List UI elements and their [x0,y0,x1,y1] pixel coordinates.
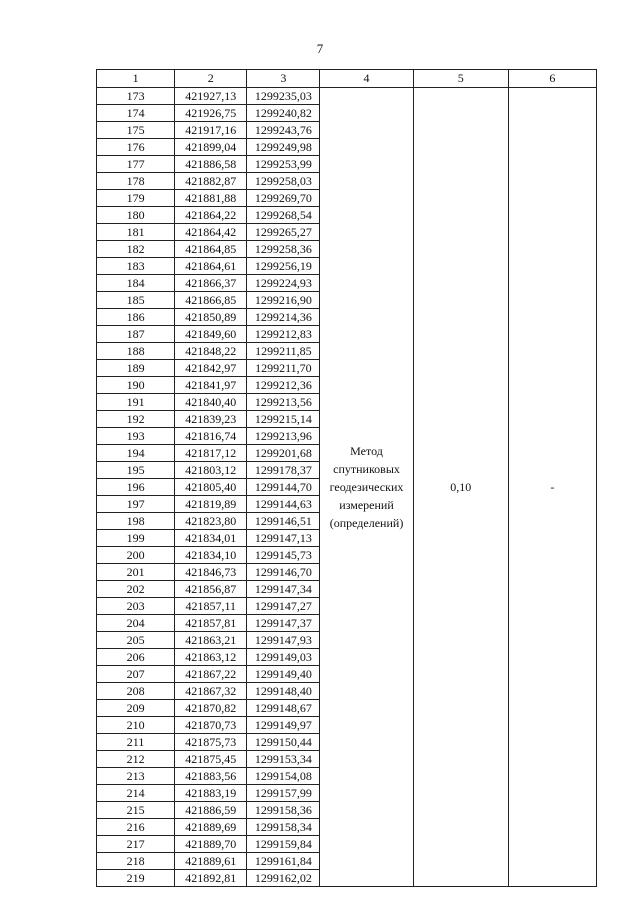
coord-x: 421889,69 [175,819,247,836]
coord-x: 421817,12 [175,445,247,462]
point-number: 204 [97,615,175,632]
coord-x: 421863,21 [175,632,247,649]
coord-x: 421805,40 [175,479,247,496]
point-number: 193 [97,428,175,445]
coord-x: 421849,60 [175,326,247,343]
coord-y: 1299211,70 [247,360,320,377]
coord-y: 1299258,36 [247,241,320,258]
coord-x: 421819,89 [175,496,247,513]
page-number: 7 [316,41,324,56]
point-number: 208 [97,683,175,700]
coord-x: 421864,61 [175,258,247,275]
point-number: 218 [97,853,175,870]
point-number: 186 [97,309,175,326]
coord-x: 421864,22 [175,207,247,224]
table-body [97,88,597,887]
coord-x: 421823,80 [175,513,247,530]
point-number: 191 [97,394,175,411]
coord-y: 1299146,70 [247,564,320,581]
point-number: 201 [97,564,175,581]
point-number: 212 [97,751,175,768]
point-number: 194 [97,445,175,462]
coord-x: 421881,88 [175,190,247,207]
point-number: 188 [97,343,175,360]
coord-x: 421889,61 [175,853,247,870]
coord-y: 1299148,40 [247,683,320,700]
header-col-3: 3 [247,70,320,88]
point-number: 185 [97,292,175,309]
point-number: 181 [97,224,175,241]
point-number: 206 [97,649,175,666]
coord-x: 421875,45 [175,751,247,768]
point-number: 198 [97,513,175,530]
coord-x: 421882,87 [175,173,247,190]
point-number: 199 [97,530,175,547]
coord-x: 421886,59 [175,802,247,819]
coord-y: 1299214,36 [247,309,320,326]
coord-y: 1299213,56 [247,394,320,411]
coord-y: 1299235,03 [247,88,320,105]
coord-y: 1299153,34 [247,751,320,768]
point-number: 187 [97,326,175,343]
coord-y: 1299256,19 [247,258,320,275]
point-number: 175 [97,122,175,139]
coord-y: 1299146,51 [247,513,320,530]
coord-x: 421864,85 [175,241,247,258]
point-number: 195 [97,462,175,479]
coord-y: 1299216,90 [247,292,320,309]
coord-x: 421926,75 [175,105,247,122]
point-number: 202 [97,581,175,598]
point-number: 213 [97,768,175,785]
coord-y: 1299147,37 [247,615,320,632]
coord-x: 421834,10 [175,547,247,564]
coord-y: 1299144,63 [247,496,320,513]
coord-y: 1299269,70 [247,190,320,207]
coord-x: 421866,37 [175,275,247,292]
coord-y: 1299243,76 [247,122,320,139]
coord-y: 1299161,84 [247,853,320,870]
coord-y: 1299157,99 [247,785,320,802]
point-number: 216 [97,819,175,836]
coord-x: 421870,82 [175,700,247,717]
coord-x: 421883,56 [175,768,247,785]
coord-y: 1299268,54 [247,207,320,224]
coord-x: 421840,40 [175,394,247,411]
point-number: 183 [97,258,175,275]
coord-y: 1299145,73 [247,547,320,564]
point-number: 180 [97,207,175,224]
coord-y: 1299213,96 [247,428,320,445]
point-number: 179 [97,190,175,207]
point-number: 189 [97,360,175,377]
coord-y: 1299249,98 [247,139,320,156]
point-number: 210 [97,717,175,734]
coord-x: 421927,13 [175,88,247,105]
coord-x: 421875,73 [175,734,247,751]
coord-x: 421856,87 [175,581,247,598]
header-col-4: 4 [320,70,413,88]
coord-y: 1299159,84 [247,836,320,853]
coord-x: 421863,12 [175,649,247,666]
header-col-5: 5 [413,70,508,88]
coord-y: 1299253,99 [247,156,320,173]
coord-x: 421867,22 [175,666,247,683]
coord-x: 421864,42 [175,224,247,241]
coord-y: 1299147,34 [247,581,320,598]
coord-y: 1299212,36 [247,377,320,394]
coord-x: 421917,16 [175,122,247,139]
coord-x: 421842,97 [175,360,247,377]
coord-x: 421889,70 [175,836,247,853]
point-number: 173 [97,88,175,105]
coord-y: 1299147,13 [247,530,320,547]
coord-x: 421850,89 [175,309,247,326]
coord-y: 1299147,93 [247,632,320,649]
point-number: 177 [97,156,175,173]
coord-x: 421848,22 [175,343,247,360]
coord-x: 421839,23 [175,411,247,428]
header-col-6: 6 [508,70,596,88]
point-number: 174 [97,105,175,122]
coord-x: 421899,04 [175,139,247,156]
point-number: 219 [97,870,175,887]
coord-x: 421841,97 [175,377,247,394]
coord-y: 1299154,08 [247,768,320,785]
coord-y: 1299211,85 [247,343,320,360]
point-number: 197 [97,496,175,513]
coord-x: 421857,11 [175,598,247,615]
point-number: 203 [97,598,175,615]
coord-x: 421866,85 [175,292,247,309]
coord-y: 1299158,36 [247,802,320,819]
coord-y: 1299258,03 [247,173,320,190]
point-number: 190 [97,377,175,394]
coord-x: 421803,12 [175,462,247,479]
coordinates-table [96,69,597,887]
point-number: 211 [97,734,175,751]
coord-y: 1299162,02 [247,870,320,887]
coord-y: 1299265,27 [247,224,320,241]
coord-x: 421834,01 [175,530,247,547]
header-col-1: 1 [97,70,175,88]
point-number: 214 [97,785,175,802]
coord-y: 1299149,03 [247,649,320,666]
coord-y: 1299224,93 [247,275,320,292]
point-number: 196 [97,479,175,496]
coord-y: 1299149,40 [247,666,320,683]
header-row [97,70,597,88]
point-number: 184 [97,275,175,292]
coord-y: 1299149,97 [247,717,320,734]
point-number: 207 [97,666,175,683]
coord-y: 1299212,83 [247,326,320,343]
accuracy-cell: 0,10 [413,88,508,887]
coord-x: 421867,32 [175,683,247,700]
table-row [97,88,597,105]
point-number: 209 [97,700,175,717]
point-number: 200 [97,547,175,564]
point-number: 182 [97,241,175,258]
point-number: 215 [97,802,175,819]
coord-x: 421857,81 [175,615,247,632]
coord-x: 421846,73 [175,564,247,581]
coord-y: 1299144,70 [247,479,320,496]
point-number: 178 [97,173,175,190]
point-number: 205 [97,632,175,649]
coord-x: 421886,58 [175,156,247,173]
coord-x: 421883,19 [175,785,247,802]
method-cell: Метод спутниковых геодезических измерений (определений) [320,88,413,887]
col6-cell: - [508,88,596,887]
point-number: 217 [97,836,175,853]
coord-y: 1299178,37 [247,462,320,479]
coord-x: 421870,73 [175,717,247,734]
coord-y: 1299158,34 [247,819,320,836]
point-number: 192 [97,411,175,428]
coord-y: 1299150,44 [247,734,320,751]
coord-x: 421892,81 [175,870,247,887]
point-number: 176 [97,139,175,156]
coord-y: 1299240,82 [247,105,320,122]
header-col-2: 2 [175,70,247,88]
coord-y: 1299148,67 [247,700,320,717]
coord-x: 421816,74 [175,428,247,445]
coord-y: 1299201,68 [247,445,320,462]
coord-y: 1299215,14 [247,411,320,428]
coord-y: 1299147,27 [247,598,320,615]
